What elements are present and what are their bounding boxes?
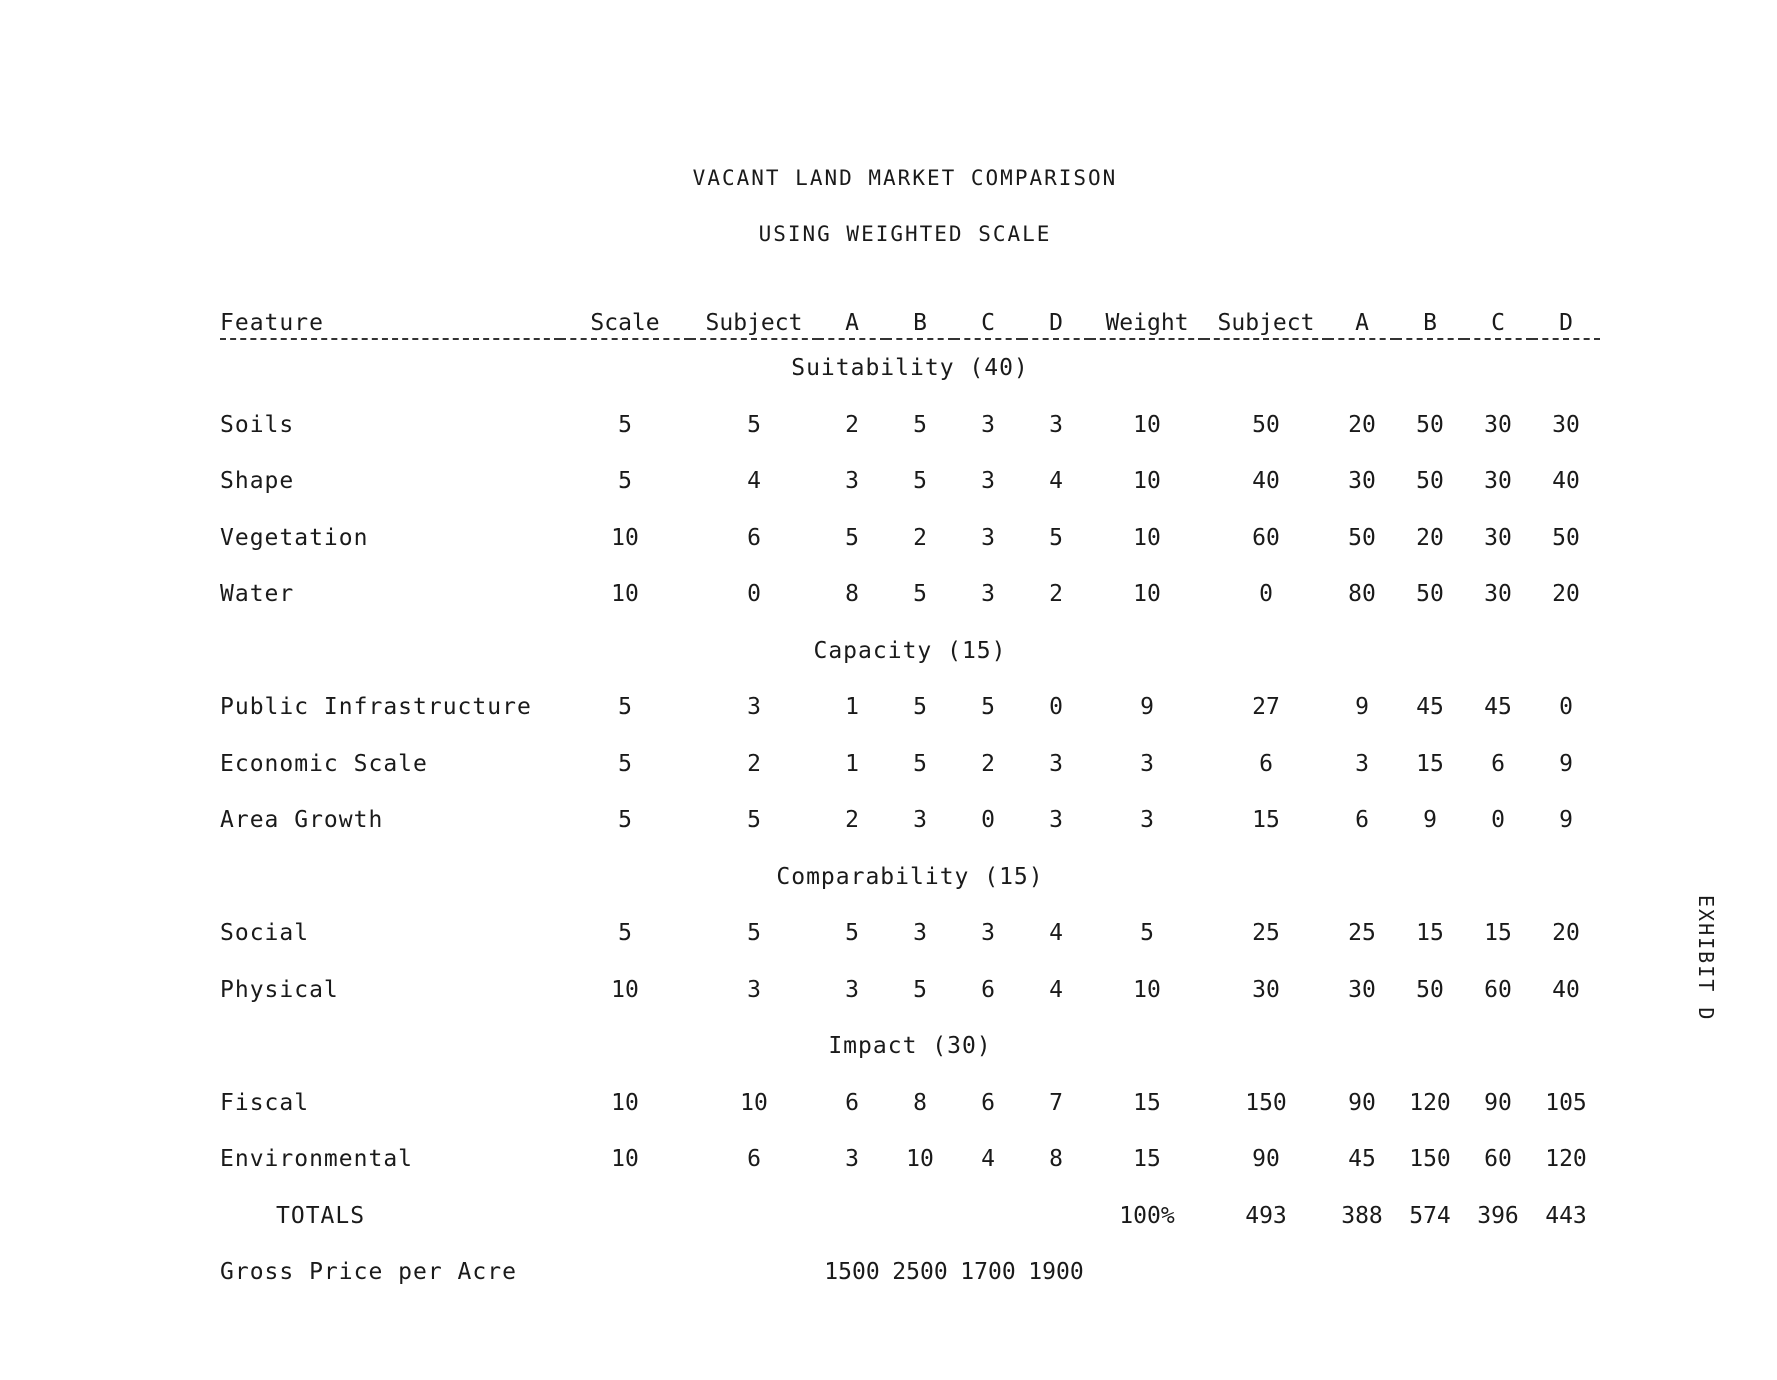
- table-cell: 15: [1416, 920, 1444, 947]
- table-cell: 5: [913, 750, 927, 777]
- table-cell: 3: [1140, 807, 1154, 834]
- table-cell: 6: [845, 1089, 859, 1116]
- table-cell: 25: [1348, 920, 1376, 947]
- table-cell: 90: [1348, 1089, 1376, 1116]
- exhibit-label: EXHIBIT D: [1694, 895, 1718, 1022]
- table-cell: 30: [1252, 976, 1280, 1003]
- section-row: [220, 1018, 1600, 1075]
- table-cell: 396: [1477, 1202, 1519, 1229]
- table-cell: 40: [1252, 468, 1280, 495]
- table-cell: 2: [1049, 581, 1063, 608]
- table-row: [220, 736, 1600, 793]
- table-cell: 5: [618, 411, 632, 438]
- feature-label: Economic Scale: [220, 750, 428, 777]
- table-cell: 6: [747, 524, 761, 551]
- table-cell: 9: [1423, 807, 1437, 834]
- table-cell: 30: [1484, 468, 1512, 495]
- table-cell: 105: [1545, 1089, 1587, 1116]
- table-cell: 50: [1416, 468, 1444, 495]
- table-cell: 50: [1552, 524, 1580, 551]
- table-cell: 40: [1552, 468, 1580, 495]
- table-row: [220, 510, 1600, 567]
- table-cell: 60: [1484, 1146, 1512, 1173]
- table-cell: 90: [1484, 1089, 1512, 1116]
- column-header: A: [1328, 296, 1396, 339]
- table-cell: 0: [1559, 694, 1573, 721]
- feature-label: Area Growth: [220, 807, 384, 834]
- table-cell: 1700: [960, 1259, 1016, 1286]
- table-cell: 25: [1252, 920, 1280, 947]
- table-cell: 150: [1245, 1089, 1287, 1116]
- table-cell: 10: [740, 1089, 768, 1116]
- table-cell: 10: [1133, 581, 1161, 608]
- table-cell: [1396, 1244, 1464, 1301]
- table-cell: 3: [1049, 750, 1063, 777]
- table-cell: 30: [1484, 581, 1512, 608]
- table-cell: 30: [1552, 411, 1580, 438]
- table-cell: 20: [1348, 411, 1376, 438]
- section-label: Impact (30): [828, 1033, 992, 1060]
- column-header: C: [1464, 296, 1532, 339]
- feature-label: Water: [220, 581, 295, 608]
- table-cell: 10: [611, 976, 639, 1003]
- table-cell: 45: [1484, 694, 1512, 721]
- table-cell: 6: [1355, 807, 1369, 834]
- table-cell: [1204, 1244, 1328, 1301]
- table-cell: 0: [747, 581, 761, 608]
- table-cell: 80: [1348, 581, 1376, 608]
- table-cell: 0: [981, 807, 995, 834]
- table-cell: 9: [1140, 694, 1154, 721]
- table-cell: 5: [913, 468, 927, 495]
- table-cell: 5: [981, 694, 995, 721]
- table-cell: 3: [981, 524, 995, 551]
- table-cell: 3: [747, 694, 761, 721]
- table-cell: 5: [913, 694, 927, 721]
- table-cell: 9: [1559, 807, 1573, 834]
- table-cell: 3: [981, 920, 995, 947]
- column-header: B: [886, 296, 954, 339]
- table-cell: 120: [1545, 1146, 1587, 1173]
- table-cell: 3: [1140, 750, 1154, 777]
- table-cell: 3: [1049, 411, 1063, 438]
- table-cell: 574: [1409, 1202, 1451, 1229]
- table-cell: 4: [1049, 468, 1063, 495]
- table-cell: 9: [1355, 694, 1369, 721]
- section-label: Suitability (40): [791, 355, 1029, 382]
- table-cell: 5: [747, 920, 761, 947]
- table-cell: 6: [981, 976, 995, 1003]
- table-cell: [690, 1244, 818, 1301]
- table-cell: 60: [1484, 976, 1512, 1003]
- table-cell: 15: [1416, 750, 1444, 777]
- table-cell: 15: [1252, 807, 1280, 834]
- table-cell: 40: [1552, 976, 1580, 1003]
- table-cell: 5: [1140, 920, 1154, 947]
- table-cell: 30: [1348, 976, 1376, 1003]
- table-cell: 4: [1049, 976, 1063, 1003]
- column-header: Scale: [560, 296, 690, 339]
- table-cell: 2: [747, 750, 761, 777]
- table-cell: 5: [747, 411, 761, 438]
- table-cell: 2500: [892, 1259, 948, 1286]
- table-cell: 1: [845, 750, 859, 777]
- table-cell: 50: [1416, 411, 1444, 438]
- table-row: [220, 792, 1600, 849]
- table-cell: 45: [1416, 694, 1444, 721]
- table-cell: [886, 1188, 954, 1245]
- table-cell: 4: [981, 1146, 995, 1173]
- table-cell: 150: [1409, 1146, 1451, 1173]
- table-cell: 0: [1259, 581, 1273, 608]
- document-subtitle: USING WEIGHTED SCALE: [758, 222, 1052, 246]
- feature-label: Fiscal: [220, 1089, 310, 1116]
- table-cell: 1900: [1028, 1259, 1084, 1286]
- price-row: [220, 1244, 1600, 1301]
- table-cell: 27: [1252, 694, 1280, 721]
- column-header: D: [1022, 296, 1090, 339]
- table-cell: 6: [981, 1089, 995, 1116]
- table-cell: [560, 1188, 690, 1245]
- table-cell: [1532, 1244, 1600, 1301]
- table-row: [220, 453, 1600, 510]
- comparison-table: [220, 296, 1600, 1301]
- section-label: Comparability (15): [776, 863, 1044, 890]
- table-cell: 3: [845, 468, 859, 495]
- column-header: Subject: [1204, 296, 1328, 339]
- table-cell: [1090, 1244, 1204, 1301]
- table-cell: 20: [1552, 581, 1580, 608]
- table-cell: 3: [981, 468, 995, 495]
- table-row: [220, 679, 1600, 736]
- column-header: Subject: [690, 296, 818, 339]
- feature-label: Physical: [220, 976, 339, 1003]
- table-cell: 5: [618, 468, 632, 495]
- feature-label: Vegetation: [220, 524, 369, 551]
- table-cell: 5: [1049, 524, 1063, 551]
- table-cell: 10: [1133, 411, 1161, 438]
- table-cell: 4: [1049, 920, 1063, 947]
- table-cell: 5: [845, 920, 859, 947]
- table-cell: 10: [611, 1089, 639, 1116]
- table-cell: 50: [1416, 976, 1444, 1003]
- table-cell: 5: [913, 411, 927, 438]
- table-cell: 6: [1491, 750, 1505, 777]
- table-cell: 5: [618, 807, 632, 834]
- column-header: Weight: [1090, 296, 1204, 339]
- feature-label: Environmental: [220, 1146, 414, 1173]
- table-cell: 388: [1341, 1202, 1383, 1229]
- table-cell: 10: [611, 1146, 639, 1173]
- table-cell: 30: [1348, 468, 1376, 495]
- table-cell: 20: [1552, 920, 1580, 947]
- table-cell: 3: [1355, 750, 1369, 777]
- table-row: [220, 1131, 1600, 1188]
- table-cell: 60: [1252, 524, 1280, 551]
- table-cell: 100%: [1119, 1202, 1175, 1229]
- section-label: Capacity (15): [813, 637, 1007, 664]
- table-cell: 15: [1133, 1146, 1161, 1173]
- table-cell: 3: [747, 976, 761, 1003]
- table-cell: [818, 1188, 886, 1245]
- table-cell: [1464, 1244, 1532, 1301]
- table-cell: 2: [981, 750, 995, 777]
- table-cell: 2: [845, 411, 859, 438]
- feature-label: Public Infrastructure: [220, 694, 532, 721]
- table-cell: [560, 1244, 690, 1301]
- table-cell: 50: [1252, 411, 1280, 438]
- feature-label: Shape: [220, 468, 295, 495]
- feature-label: TOTALS: [276, 1202, 366, 1229]
- table-cell: 1: [845, 694, 859, 721]
- table-cell: 3: [981, 411, 995, 438]
- table-cell: 5: [618, 694, 632, 721]
- table-cell: 5: [913, 976, 927, 1003]
- table-row: [220, 1075, 1600, 1132]
- section-row: [220, 849, 1600, 906]
- table-cell: 4: [747, 468, 761, 495]
- table-cell: 30: [1484, 411, 1512, 438]
- totals-row: [220, 1188, 1600, 1245]
- table-cell: 15: [1484, 920, 1512, 947]
- table-cell: 3: [845, 1146, 859, 1173]
- table-cell: 5: [747, 807, 761, 834]
- column-header: D: [1532, 296, 1600, 339]
- table-row: [220, 566, 1600, 623]
- table-cell: 120: [1409, 1089, 1451, 1116]
- table-cell: 30: [1484, 524, 1512, 551]
- table-cell: 6: [747, 1146, 761, 1173]
- table-cell: 493: [1245, 1202, 1287, 1229]
- column-header: B: [1396, 296, 1464, 339]
- table-cell: 3: [913, 920, 927, 947]
- table-cell: 90: [1252, 1146, 1280, 1173]
- table-cell: 8: [913, 1089, 927, 1116]
- table-cell: 2: [845, 807, 859, 834]
- table-cell: 3: [1049, 807, 1063, 834]
- table-cell: [954, 1188, 1022, 1245]
- table-cell: 5: [618, 750, 632, 777]
- section-row: [220, 623, 1600, 680]
- table-body: [220, 339, 1600, 1301]
- table-cell: 50: [1416, 581, 1444, 608]
- table-cell: 15: [1133, 1089, 1161, 1116]
- table-cell: 10: [1133, 976, 1161, 1003]
- table-row: [220, 962, 1600, 1019]
- table-row: [220, 397, 1600, 454]
- table-cell: 3: [913, 807, 927, 834]
- table-cell: 5: [618, 920, 632, 947]
- table-cell: 8: [1049, 1146, 1063, 1173]
- feature-label: Social: [220, 920, 310, 947]
- table-cell: 10: [611, 524, 639, 551]
- table-cell: 6: [1259, 750, 1273, 777]
- table-cell: 3: [981, 581, 995, 608]
- table-row: [220, 905, 1600, 962]
- table-cell: 443: [1545, 1202, 1587, 1229]
- table-cell: 5: [845, 524, 859, 551]
- table-cell: 10: [906, 1146, 934, 1173]
- column-header: Feature: [220, 296, 560, 339]
- table-cell: 0: [1491, 807, 1505, 834]
- table-cell: 10: [611, 581, 639, 608]
- feature-label: Soils: [220, 411, 295, 438]
- table-cell: 45: [1348, 1146, 1376, 1173]
- table-cell: 5: [913, 581, 927, 608]
- table-cell: 10: [1133, 524, 1161, 551]
- table-cell: [690, 1188, 818, 1245]
- table-cell: 2: [913, 524, 927, 551]
- table-cell: 1500: [824, 1259, 880, 1286]
- column-header: C: [954, 296, 1022, 339]
- header-row: [220, 296, 1600, 339]
- table-cell: 7: [1049, 1089, 1063, 1116]
- section-row: [220, 339, 1600, 397]
- column-header: A: [818, 296, 886, 339]
- table-cell: 3: [845, 976, 859, 1003]
- table-cell: [1328, 1244, 1396, 1301]
- table-cell: 10: [1133, 468, 1161, 495]
- table-cell: [1022, 1188, 1090, 1245]
- table-cell: 8: [845, 581, 859, 608]
- feature-label: Gross Price per Acre: [220, 1259, 517, 1286]
- table-cell: 9: [1559, 750, 1573, 777]
- document-title: VACANT LAND MARKET COMPARISON: [692, 166, 1118, 190]
- table-cell: 20: [1416, 524, 1444, 551]
- table-cell: 0: [1049, 694, 1063, 721]
- table-cell: 50: [1348, 524, 1376, 551]
